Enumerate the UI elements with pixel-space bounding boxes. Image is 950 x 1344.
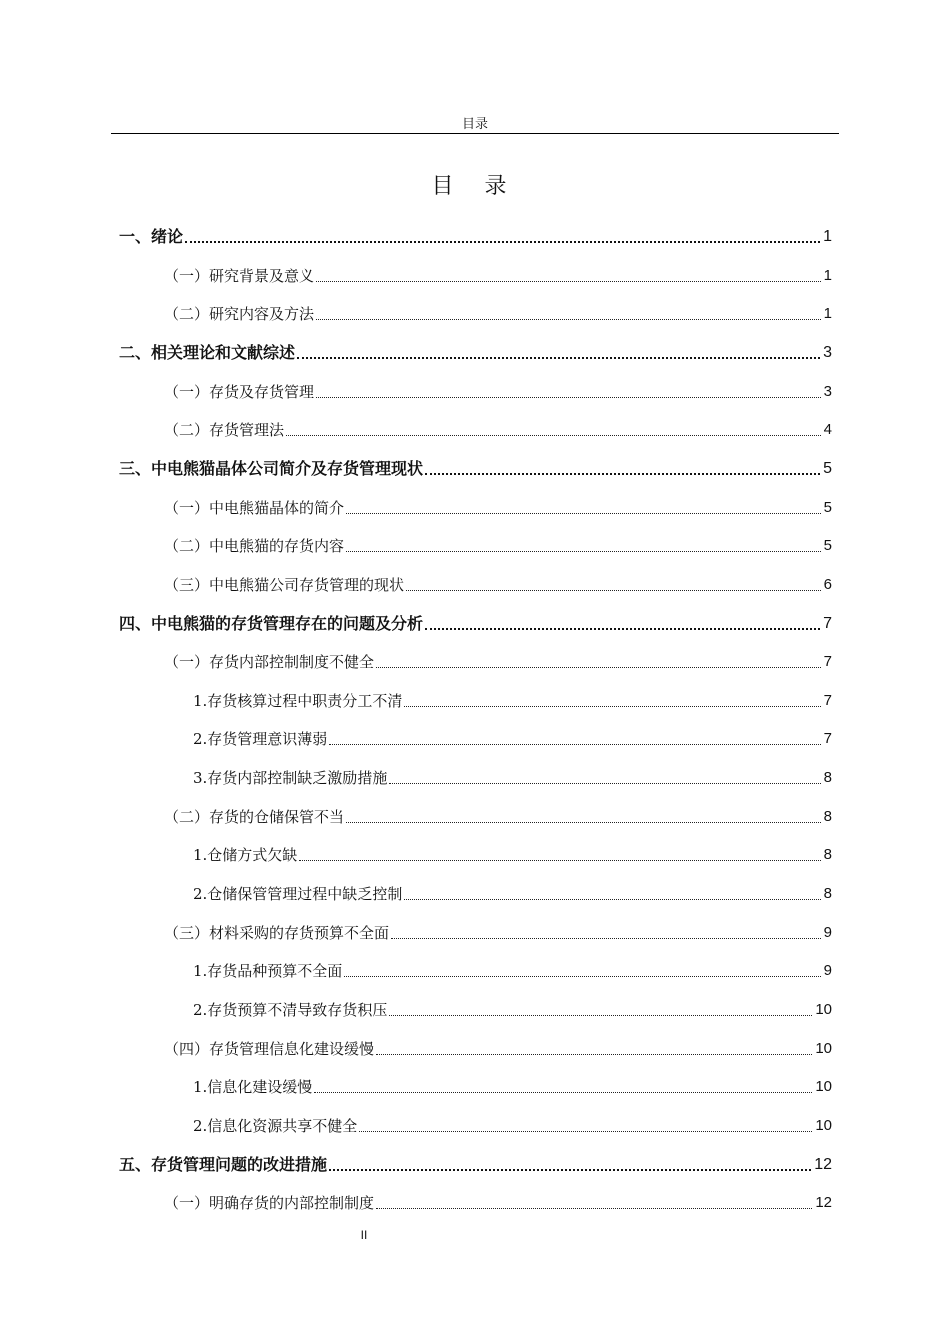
toc-entry[interactable] xyxy=(164,493,832,519)
toc-entry[interactable] xyxy=(119,338,832,364)
toc-entry-label: （三）材料采购的存货预算不全面 xyxy=(164,923,390,942)
toc-entry[interactable] xyxy=(164,415,832,441)
dot-leader xyxy=(376,1208,812,1209)
toc-entry-label: （二）研究内容及方法 xyxy=(164,305,315,323)
dot-leader xyxy=(346,513,821,514)
toc-entry[interactable] xyxy=(164,647,832,673)
toc-entry-page-number: 6 xyxy=(823,575,832,593)
toc-entry-label: （一）明确存货的内部控制制度 xyxy=(164,1194,375,1212)
dot-leader xyxy=(316,281,821,282)
toc-entry-label: 四、中电熊猫的存货管理存在的问题及分析 xyxy=(119,613,424,633)
dot-leader xyxy=(346,551,821,552)
toc-entry-page-number: 12 xyxy=(815,1194,832,1211)
footer-page-number: II xyxy=(360,1228,368,1242)
toc-entry[interactable] xyxy=(119,609,832,635)
dot-leader xyxy=(286,435,821,436)
toc-entry-label: （二）存货管理法 xyxy=(164,421,285,439)
toc-entry[interactable] xyxy=(193,956,832,982)
toc-entry-page-number: 12 xyxy=(814,1155,832,1173)
dot-leader xyxy=(425,473,820,475)
toc-entry-label: 3.存货内部控制缺乏激励措施 xyxy=(193,769,388,787)
toc-entry[interactable] xyxy=(193,1111,832,1137)
toc-entry[interactable] xyxy=(193,879,832,905)
dot-leader xyxy=(389,783,820,784)
toc-entry[interactable] xyxy=(119,454,832,480)
toc-entry-page-number: 1 xyxy=(823,266,832,284)
toc-entry[interactable] xyxy=(164,802,832,828)
toc-entry-page-number: 3 xyxy=(823,382,832,400)
toc-entry-label: 2.信息化资源共享不健全 xyxy=(193,1117,358,1135)
dot-leader xyxy=(376,667,821,668)
toc-entry-label: （二）中电熊猫的存货内容 xyxy=(164,537,345,555)
toc-entry-label: （四）存货管理信息化建设缓慢 xyxy=(164,1039,375,1058)
toc-entry-label: （一）存货及存货管理 xyxy=(164,382,315,401)
toc-entry-page-number: 8 xyxy=(823,807,832,825)
toc-entry[interactable] xyxy=(193,1072,832,1098)
toc-entry-page-number: 10 xyxy=(815,1039,832,1057)
dot-leader xyxy=(316,319,821,320)
toc-entry-label: 1.存货品种预算不全面 xyxy=(193,962,343,980)
toc-entry-page-number: 8 xyxy=(823,885,832,902)
dot-leader xyxy=(359,1131,812,1132)
toc-entry-label: 2.仓储保管管理过程中缺乏控制 xyxy=(193,885,403,903)
dot-leader xyxy=(185,241,820,243)
toc-title: 目 录 xyxy=(431,174,519,199)
toc-entry-label: （一）中电熊猫晶体的简介 xyxy=(164,498,345,517)
toc-entry-label: 1.存货核算过程中职责分工不清 xyxy=(193,691,403,710)
dot-leader xyxy=(329,744,820,745)
toc-entry-page-number: 7 xyxy=(823,614,832,632)
toc-entry[interactable] xyxy=(193,686,832,712)
dot-leader xyxy=(297,357,820,359)
toc-entry[interactable] xyxy=(164,1034,832,1060)
toc-entry-label: 三、中电熊猫晶体公司简介及存货管理现状 xyxy=(119,459,424,478)
toc-entry[interactable] xyxy=(164,1188,832,1214)
dot-leader xyxy=(329,1169,811,1171)
dot-leader xyxy=(299,860,820,861)
header-rule xyxy=(111,133,839,134)
toc-entry[interactable] xyxy=(193,763,832,789)
toc-entry-label: 1.信息化建设缓慢 xyxy=(193,1078,313,1096)
dot-leader xyxy=(389,1015,812,1016)
toc-entry-label: 2.存货预算不清导致存货积压 xyxy=(193,1001,388,1019)
toc-entry-page-number: 9 xyxy=(823,962,832,979)
toc-entry-page-number: 8 xyxy=(823,846,832,863)
toc-entry-page-number: 8 xyxy=(823,769,832,786)
toc-entry-page-number: 7 xyxy=(823,653,832,670)
toc-entry[interactable] xyxy=(193,840,832,866)
toc-entry-page-number: 10 xyxy=(815,1117,832,1134)
toc-entry-page-number: 3 xyxy=(823,344,832,361)
toc-entry-label: 二、相关理论和文献综述 xyxy=(119,343,296,362)
toc-entry-page-number: 5 xyxy=(823,460,832,477)
dot-leader xyxy=(404,706,820,707)
toc-entry[interactable] xyxy=(193,724,832,750)
toc-entry-label: 1.仓储方式欠缺 xyxy=(193,846,298,864)
toc-entry-label: （三）中电熊猫公司存货管理的现状 xyxy=(164,575,405,594)
toc-entry-page-number: 5 xyxy=(823,498,832,516)
dot-leader xyxy=(404,899,820,900)
toc-entry-label: 一、绪论 xyxy=(119,227,184,246)
toc-entry-page-number: 4 xyxy=(823,421,832,438)
toc-entry-page-number: 1 xyxy=(823,305,832,322)
dot-leader xyxy=(314,1092,812,1093)
toc-entry-page-number: 9 xyxy=(823,923,832,941)
dot-leader xyxy=(346,822,821,823)
dot-leader xyxy=(344,976,820,977)
toc-entry-label: 2.存货管理意识薄弱 xyxy=(193,730,328,748)
toc-entry-page-number: 7 xyxy=(823,730,832,747)
toc-entry[interactable] xyxy=(164,299,832,325)
dot-leader xyxy=(376,1054,812,1055)
toc-entry-label: （一）研究背景及意义 xyxy=(164,266,315,285)
running-header: 目录 xyxy=(461,117,488,132)
toc-entry-label: （一）存货内部控制制度不健全 xyxy=(164,653,375,671)
toc-entry[interactable] xyxy=(164,531,832,557)
dot-leader xyxy=(316,397,821,398)
toc-entry[interactable] xyxy=(164,377,832,403)
toc-entry-page-number: 1 xyxy=(823,228,832,245)
toc-entry[interactable] xyxy=(119,1150,832,1176)
dot-leader xyxy=(406,590,821,591)
toc-entry-label: （二）存货的仓储保管不当 xyxy=(164,807,345,826)
dot-leader xyxy=(425,628,820,630)
toc-entry[interactable] xyxy=(119,222,832,248)
toc-entry[interactable] xyxy=(164,570,832,596)
toc-entry-page-number: 10 xyxy=(815,1078,832,1095)
toc-entry[interactable] xyxy=(193,995,832,1021)
toc-entry[interactable] xyxy=(164,918,832,944)
toc-entry-page-number: 5 xyxy=(823,537,832,554)
toc-entry-page-number: 7 xyxy=(823,691,832,709)
toc-entry-label: 五、存货管理问题的改进措施 xyxy=(119,1154,328,1174)
toc-entry-page-number: 10 xyxy=(815,1001,832,1018)
toc-entry[interactable] xyxy=(164,261,832,287)
dot-leader xyxy=(391,938,821,939)
